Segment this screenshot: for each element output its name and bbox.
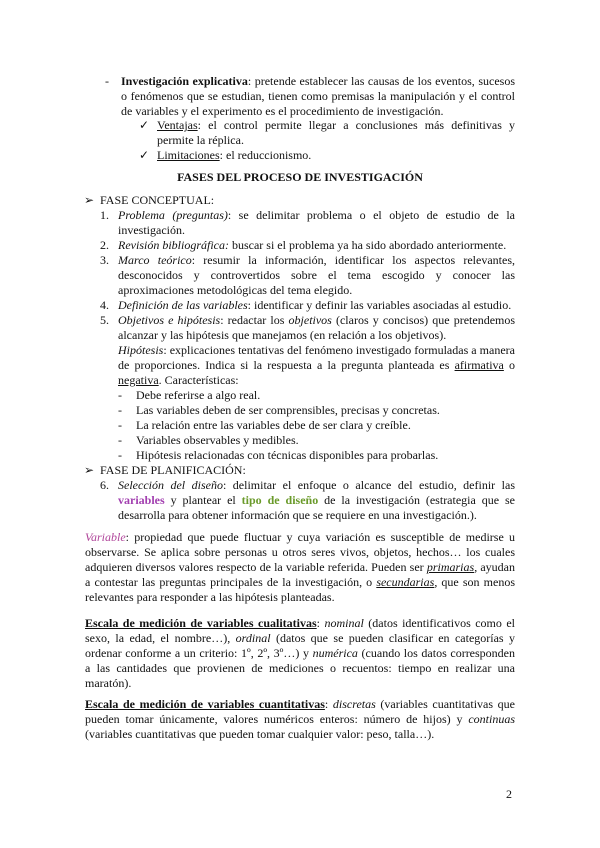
list-item-definicion (118, 298, 515, 313)
list-item: La relación entre las variables debe de ser clara y creíble. (136, 418, 411, 432)
negativa-label: negativa (118, 373, 159, 387)
item-label: Marco teórico (118, 253, 192, 267)
list-item: Las variables deben de ser comprensibles, precisas y concretas. (136, 403, 440, 417)
list-item-problema (118, 208, 515, 238)
item-text: y plantear el (164, 493, 242, 507)
item-text: : identificar y definir las variables asociadas al estudio. (247, 298, 512, 312)
item-text: (claros y concisos) que pretendemos alcanzar y las hipótesis que manejamos (en relación a los objetivos). (118, 313, 516, 342)
ventajas-label: Ventajas (157, 118, 198, 132)
check-icon: ✓ (139, 118, 150, 132)
cuantitativas-text: (variables cuantitativas que pueden tomar cualquier valor: peso, talla…). (85, 727, 435, 741)
objetivos-label: objetivos (288, 313, 332, 327)
item-text: : redactar los (220, 313, 289, 327)
explicativa-title: Investigación explicativa (121, 74, 248, 88)
dash-bullet: - (118, 403, 122, 417)
dash-bullet: - (118, 433, 122, 447)
item-label: Objetivos e hipótesis (118, 313, 221, 327)
explicativa-text: : pretende establecer las causas de los eventos, sucesos o fenómenos que se estudian, tienen como premisas la manipulación y el control de variables y el experimento es el procedimiento de investigación. (121, 74, 515, 118)
cualitativas-text: (datos que se pueden clasificar en categorías y ordenar conforme a un criterio: 1º, 2º, 3º…) y (85, 631, 516, 660)
list-item-revision (118, 238, 515, 253)
cuantitativas-text: (variables cuantitativas que pueden tomar únicamente, valores numéricos enteros: número de hijos) y (85, 697, 515, 726)
dash-bullet: - (105, 74, 109, 88)
list-number: 2. (100, 238, 109, 252)
tipo-diseno-highlight: tipo de diseño (241, 493, 319, 507)
item-text: buscar si el problema ya ha sido abordado anteriormente. (228, 238, 507, 252)
page-number: 2 (506, 787, 512, 801)
list-item-objetivos (118, 313, 515, 343)
arrow-bullet-icon: ➢ (84, 193, 95, 207)
connector-text: o (503, 358, 515, 372)
dash-bullet: - (118, 388, 122, 402)
cualitativas-paragraph (85, 616, 515, 691)
cuantitativas-paragraph (85, 697, 515, 742)
item-text: : delimitar el enfoque o alcance del estudio, definir las (222, 478, 515, 492)
list-item-seleccion (118, 478, 515, 523)
item-text: : se delimitar problema o el objeto de estudio de la investigación. (118, 208, 515, 237)
arrow-bullet-icon: ➢ (84, 463, 95, 477)
item-label: Problema (preguntas) (118, 208, 228, 222)
limitaciones-text: : el reduccionismo. (219, 148, 312, 162)
cualitativas-text: (datos identificativos como el sexo, la edad, el nombre…), (85, 616, 515, 645)
afirmativa-label: afirmativa (454, 358, 504, 372)
check-icon: ✓ (139, 148, 150, 162)
discretas-label: discretas (332, 697, 376, 711)
list-number: 5. (100, 313, 109, 327)
fase-conceptual-title: FASE CONCEPTUAL: (100, 193, 215, 207)
variable-text: : propiedad que puede fluctuar y cuya variación es susceptible de medirse u observarse. Se aplica sobre personas u otros seres vivos, objetos, hechos… los cuales adquieren diversos valores respecto de la variable referida. Pueden ser (85, 530, 515, 574)
item-text: de la investigación (estrategia que se desarrolla para obtener información que se requiere en una investigación.). (118, 493, 515, 522)
separator-text: : (316, 616, 325, 630)
list-item: Hipótesis relacionadas con técnicas disponibles para probarlas. (136, 448, 439, 462)
hipotesis-text: : explicaciones tentativas del fenómeno investigado formuladas a manera de proporciones. Indica si la respuesta a la pregunta planteada es (118, 343, 515, 372)
caracteristicas-text: . Características: (158, 373, 239, 387)
section-heading: FASES DEL PROCESO DE INVESTIGACIÓN (177, 170, 423, 184)
explicativa-paragraph (121, 74, 515, 119)
list-item: Debe referirse a algo real. (136, 388, 261, 402)
ordinal-label: ordinal (235, 631, 271, 645)
ventajas-paragraph (157, 118, 515, 148)
list-number: 1. (100, 208, 109, 222)
list-item: Variables observables y medibles. (136, 433, 299, 447)
item-label: Definición de las variables (118, 298, 248, 312)
list-number: 6. (100, 478, 109, 492)
list-item-marco (118, 253, 515, 298)
item-text: : resumir la información, identificar los aspectos relevantes, desconocidos y controvertidos sobre el tema escogido y conocer las aproximaciones metodológicas del tema elegido. (118, 253, 515, 297)
hipotesis-paragraph (118, 343, 515, 388)
separator-text: : (324, 697, 333, 711)
variable-label: Variable (85, 530, 126, 544)
hipotesis-label: Hipótesis (118, 343, 164, 357)
variable-paragraph (85, 530, 515, 605)
ventajas-text: : el control permite llegar a conclusiones más definitivas y permite la réplica. (157, 118, 515, 147)
cualitativas-text: (cuando los datos corresponden a las cantidades que provienen de mediciones o recuentos: tiempo en realizar una maratón). (85, 646, 516, 690)
primarias-label: primarias (426, 560, 475, 574)
list-number: 3. (100, 253, 109, 267)
cuantitativas-title: Escala de medición de variables cuantitativas (85, 697, 325, 711)
list-number: 4. (100, 298, 109, 312)
fase-planificacion-title: FASE DE PLANIFICACIÓN: (100, 463, 246, 477)
dash-bullet: - (118, 418, 122, 432)
secundarias-label: secundarias (376, 575, 435, 589)
item-label: Revisión bibliográfica: (118, 238, 229, 252)
variable-text: , ayudan a contestar las preguntas principales de la investigación, o (85, 560, 516, 589)
variables-highlight: variables (118, 493, 165, 507)
item-label: Selección del diseño (118, 478, 223, 492)
dash-bullet: - (118, 448, 122, 462)
variable-text: , que son menos relevantes para responder a las hipótesis planteadas. (85, 575, 515, 604)
nominal-label: nominal (324, 616, 364, 630)
cualitativas-title: Escala de medición de variables cualitativas (85, 616, 317, 630)
numerica-label: numérica (312, 646, 358, 660)
limitaciones-paragraph (157, 148, 515, 163)
continuas-label: continuas (468, 712, 515, 726)
limitaciones-label: Limitaciones (157, 148, 220, 162)
